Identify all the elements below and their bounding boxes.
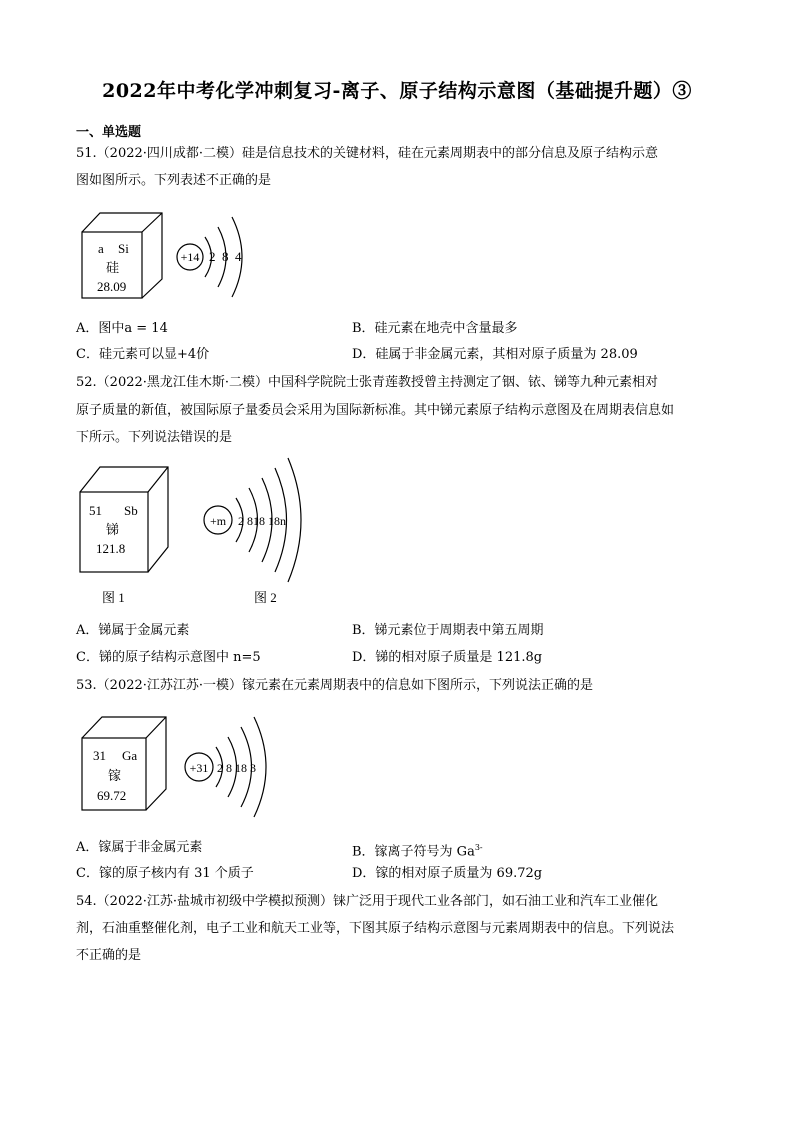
option-53-b[interactable] [352, 840, 483, 860]
question-53-text-line-1: 53.（2022·江苏江苏·一模）镓元素在元素周期表中的信息如下图所示，下列说法正确的是 [76, 678, 594, 693]
option-53-a[interactable]: A．镓属于非金属元素 [76, 840, 203, 855]
option-53-b-text: B．镓离子符号为 Ga [352, 844, 475, 860]
sb-shell-electrons: 2 818 18n [238, 514, 286, 528]
ga-atomic-number: 31 [93, 748, 106, 763]
ga-mass: 69.72 [97, 788, 127, 803]
section-heading: 一、单选题 [76, 125, 142, 140]
option-51-b[interactable]: B．硅元素在地壳中含量最多 [352, 321, 518, 336]
si-name: 硅 [106, 260, 120, 275]
ga-nucleus-charge: +31 [189, 761, 209, 775]
si-mass: 28.09 [97, 279, 127, 294]
ga-shell-electrons: 2 8 18 3 [217, 761, 256, 775]
question-51-text-line-1: 51.（2022·四川成都·二模）硅是信息技术的关键材料，硅在元素周期表中的部分信息及原子结构示意 [76, 146, 659, 161]
question-54-text-line-3: 不正确的是 [76, 948, 142, 963]
option-52-a[interactable]: A．锑属于金属元素 [76, 623, 190, 638]
page-title: 2022年中考化学冲刺复习-离子、原子结构示意图（基础提升题）③ [102, 80, 692, 102]
sb-atomic-number: 51 [89, 503, 102, 518]
option-51-c[interactable]: C．硅元素可以显+4价 [76, 347, 210, 362]
si-shell-electrons: 2 8 4 [209, 249, 242, 264]
sb-symbol: Sb [124, 503, 138, 518]
option-52-b[interactable]: B．锑元素位于周期表中第五周期 [352, 623, 544, 638]
element-cube-sb [80, 467, 168, 572]
si-nucleus-charge: +14 [180, 250, 200, 264]
question-52-text-line-1: 52.（2022·黑龙江佳木斯·二模）中国科学院院士张青莲教授曾主持测定了铟、铱、锑等九种元素相对 [76, 375, 659, 390]
question-52-text-line-3: 下所示。下列说法错误的是 [76, 430, 233, 445]
option-53-c[interactable]: C．镓的原子核内有 31 个质子 [76, 866, 254, 881]
figure-1-label: 图 1 [102, 590, 125, 605]
figure-2-label: 图 2 [254, 590, 277, 605]
option-51-d[interactable]: D．硅属于非金属元素，其相对原子质量为 28.09 [352, 347, 638, 362]
sb-mass: 121.8 [96, 541, 126, 556]
question-51-text-line-2: 图如图所示。下列表述不正确的是 [76, 173, 272, 188]
ga-symbol: Ga [122, 748, 138, 763]
si-atomic-number: a [98, 241, 104, 256]
option-51-a[interactable]: A．图中a = 14 [76, 321, 168, 336]
option-52-d[interactable]: D．锑的相对原子质量是 121.8g [352, 650, 543, 665]
ga-name: 镓 [108, 768, 122, 783]
si-symbol: Si [118, 241, 129, 256]
option-52-c[interactable]: C．锑的原子结构示意图中 n=5 [76, 650, 261, 665]
sb-name: 锑 [106, 522, 120, 537]
option-53-d[interactable]: D．镓的相对原子质量为 69.72g [352, 866, 543, 881]
option-53-b-charge: 3- [474, 843, 483, 852]
question-52-text-line-2: 原子质量的新值，被国际原子量委员会采用为国际新标准。其中锑元素原子结构示意图及在周期表信息如 [76, 403, 675, 418]
question-54-text-line-2: 剂，石油重整催化剂，电子工业和航天工业等，下图其原子结构示意图与元素周期表中的信息。下列说法 [76, 921, 675, 936]
sb-nucleus-charge: +m [209, 514, 227, 528]
question-54-text-line-1: 54.（2022·江苏·盐城市初级中学模拟预测）铼广泛用于现代工业各部门，如石油工业和汽车工业催化 [76, 894, 659, 909]
